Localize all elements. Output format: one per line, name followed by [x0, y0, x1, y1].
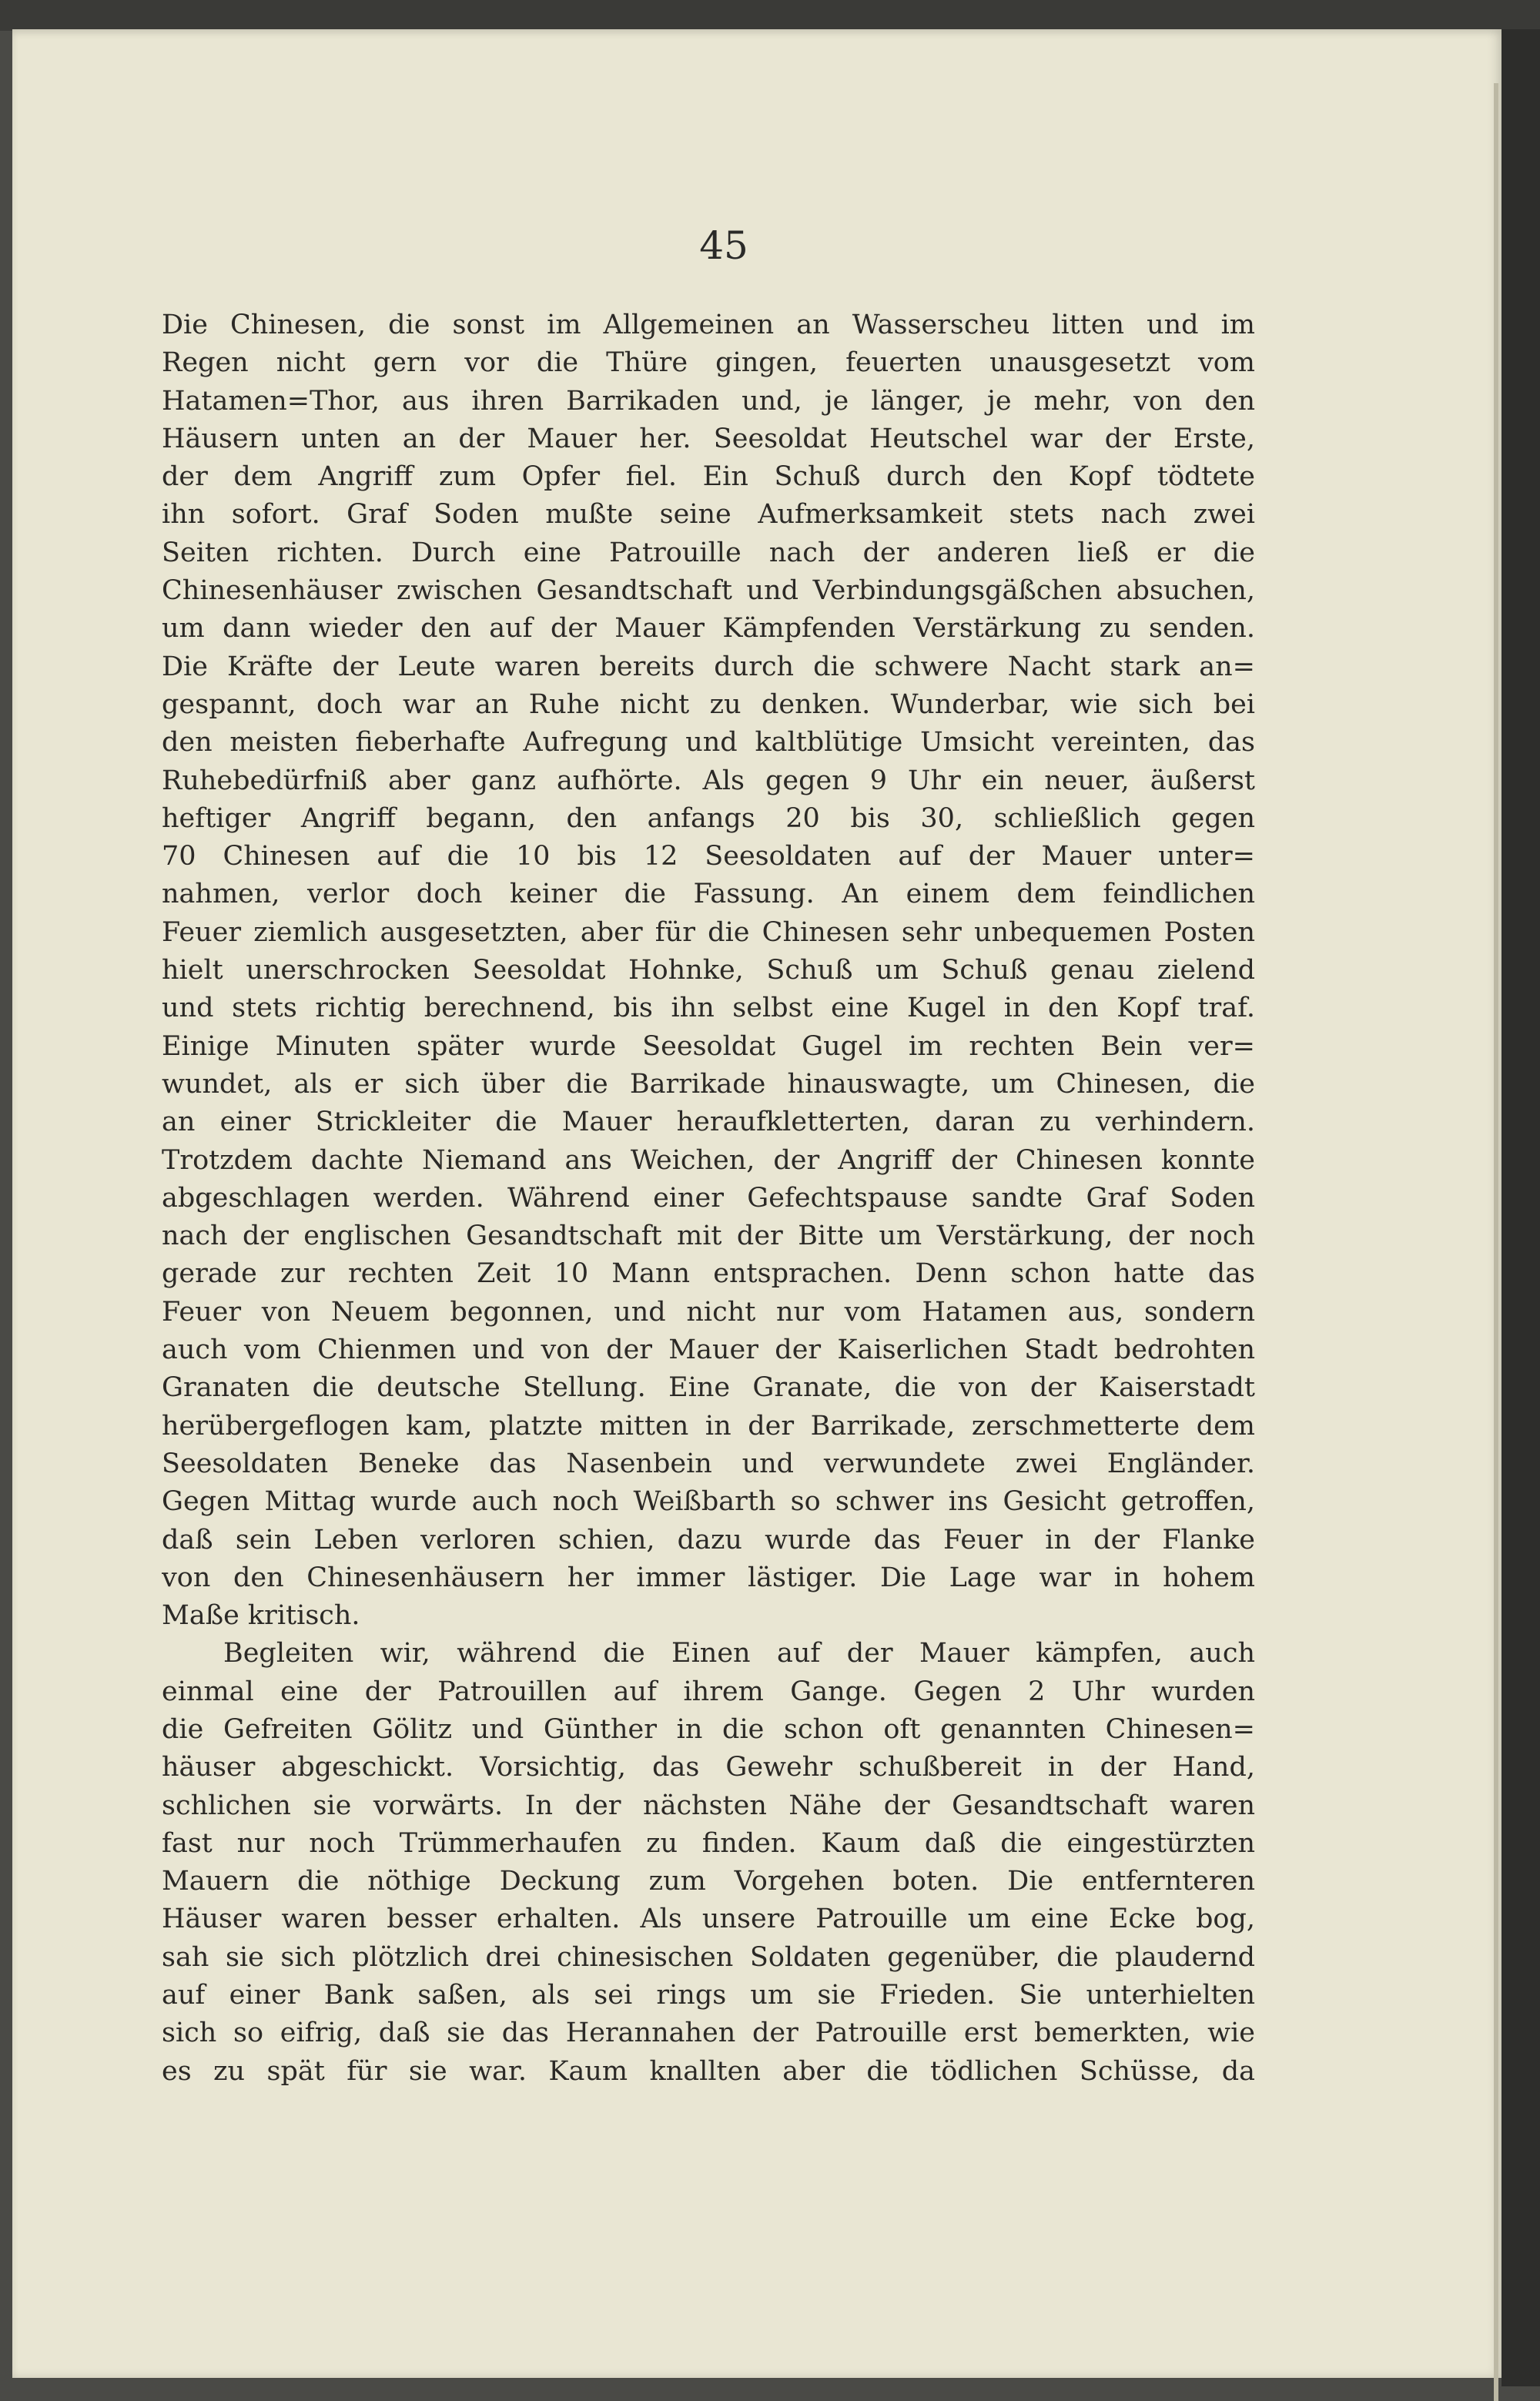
text-line: sah sie sich plötzlich drei chinesischen Soldaten gegenüber, die plaudernd — [162, 1941, 1255, 1973]
text-line: Begleiten wir, während die Einen auf der Mauer kämpfen, auch — [223, 1638, 1255, 1669]
page-number: 45 — [699, 223, 748, 268]
text-line: ihn sofort. Graf Soden mußte seine Aufmerksamkeit stets nach zwei — [162, 499, 1255, 531]
text-line: Hatamen=Thor, aus ihren Barrikaden und, je länger, je mehr, von den — [162, 385, 1255, 417]
text-line: Regen nicht gern vor die Thüre gingen, feuerten unausgesetzt vom — [162, 347, 1255, 379]
text-line: Häuser waren besser erhalten. Als unsere Patrouille um eine Ecke bog, — [162, 1904, 1255, 1935]
text-line: Maße kritisch. — [162, 1600, 360, 1632]
text-line: Trotzdem dachte Niemand ans Weichen, der Angriff der Chinesen konnte — [162, 1144, 1255, 1176]
text-line: Die Kräfte der Leute waren bereits durch die schwere Nacht stark an= — [162, 651, 1255, 682]
scan-background-right — [1502, 29, 1540, 2386]
text-line: nahmen, verlor doch keiner die Fassung. An einem dem feindlichen — [162, 879, 1255, 910]
text-line: Einige Minuten später wurde Seesoldat Gugel im rechten Bein ver= — [162, 1030, 1255, 1062]
text-line: und stets richtig berechnend, bis ihn selbst eine Kugel in den Kopf traf. — [162, 993, 1255, 1024]
text-line: Feuer ziemlich ausgesetzten, aber für die Chinesen sehr unbequemen Posten — [162, 916, 1255, 948]
text-line: Seiten richten. Durch eine Patrouille nach der anderen ließ er die — [162, 537, 1255, 568]
text-line: gerade zur rechten Zeit 10 Mann entsprachen. Denn schon hatte das — [162, 1258, 1255, 1290]
text-line: häuser abgeschickt. Vorsichtig, das Gewehr schußbereit in der Hand, — [162, 1752, 1255, 1783]
text-line: auf einer Bank saßen, als sei rings um sie Frieden. Sie unterhielten — [162, 1980, 1255, 2011]
text-line: fast nur noch Trümmerhaufen zu finden. Kaum daß die eingestürzten — [162, 1827, 1255, 1859]
text-line: Die Chinesen, die sonst im Allgemeinen an Wasserscheu litten und im — [162, 310, 1255, 340]
text-line: den meisten fieberhafte Aufregung und kaltblütige Umsicht vereinten, das — [162, 727, 1255, 758]
text-line: gespannt, doch war an Ruhe nicht zu denken. Wunderbar, wie sich bei — [162, 688, 1255, 720]
text-line: einmal eine der Patrouillen auf ihrem Gange. Gegen 2 Uhr wurden — [162, 1676, 1255, 1707]
text-line: um dann wieder den auf der Mauer Kämpfenden Verstärkung zu senden. — [162, 613, 1255, 645]
text-line: der dem Angriff zum Opfer fiel. Ein Schuß durch den Kopf tödtete — [162, 461, 1255, 493]
text-line: Ruhebedürfniß aber ganz aufhörte. Als gegen 9 Uhr ein neuer, äußerst — [162, 765, 1255, 796]
text-line: es zu spät für sie war. Kaum knallten aber die tödlichen Schüsse, da — [162, 2055, 1255, 2087]
text-line: Chinesenhäuser zwischen Gesandtschaft und Verbindungsgäßchen absuchen, — [162, 575, 1255, 607]
text-line: 70 Chinesen auf die 10 bis 12 Seesoldaten auf der Mauer unter= — [162, 841, 1255, 872]
text-line: von den Chinesenhäusern her immer lästiger. Die Lage war in hohem — [162, 1562, 1255, 1593]
text-line: auch vom Chienmen und von der Mauer der Kaiserlichen Stadt bedrohten — [162, 1334, 1255, 1366]
text-line: abgeschlagen werden. Während einer Gefechtspause sandte Graf Soden — [162, 1182, 1255, 1214]
text-line: Mauern die nöthige Deckung zum Vorgehen boten. Die entfernteren — [162, 1866, 1255, 1897]
text-line: daß sein Leben verloren schien, dazu wurde das Feuer in der Flanke — [162, 1524, 1255, 1555]
text-line: Granaten die deutsche Stellung. Eine Granate, die von der Kaiserstadt — [162, 1372, 1255, 1404]
text-line: heftiger Angriff begann, den anfangs 20 bis 30, schließlich gegen — [162, 802, 1255, 834]
text-line: Häusern unten an der Mauer her. Seesoldat Heutschel war der Erste, — [162, 423, 1255, 454]
text-line: Feuer von Neuem begonnen, und nicht nur vom Hatamen aus, sondern — [162, 1296, 1255, 1328]
body-text — [162, 306, 1255, 2091]
text-line: hielt unerschrocken Seesoldat Hohnke, Schuß um Schuß genau zielend — [162, 955, 1255, 986]
text-line: nach der englischen Gesandtschaft mit der Bitte um Verstärkung, der noch — [162, 1221, 1255, 1252]
text-line: Gegen Mittag wurde auch noch Weißbarth so schwer ins Gesicht getroffen, — [162, 1486, 1255, 1518]
text-line: die Gefreiten Gölitz und Günther in die schon oft genannten Chinesen= — [162, 1713, 1255, 1745]
text-line: wundet, als er sich über die Barrikade hinauswagte, um Chinesen, die — [162, 1068, 1255, 1100]
text-line: sich so eifrig, daß sie das Herannahen der Patrouille erst bemerkten, wie — [162, 2018, 1255, 2049]
text-line: schlichen sie vorwärts. In der nächsten Nähe der Gesandtschaft waren — [162, 1790, 1255, 1821]
text-line: Seesoldaten Beneke das Nasenbein und verwundete zwei Engländer. — [162, 1448, 1255, 1479]
text-line: an einer Strickleiter die Mauer heraufkletterten, daran zu verhindern. — [162, 1107, 1255, 1138]
page-edge — [1494, 83, 1498, 2401]
text-line: herübergeflogen kam, platzte mitten in der Barrikade, zerschmetterte dem — [162, 1410, 1255, 1442]
scan-background-top — [0, 0, 1540, 31]
